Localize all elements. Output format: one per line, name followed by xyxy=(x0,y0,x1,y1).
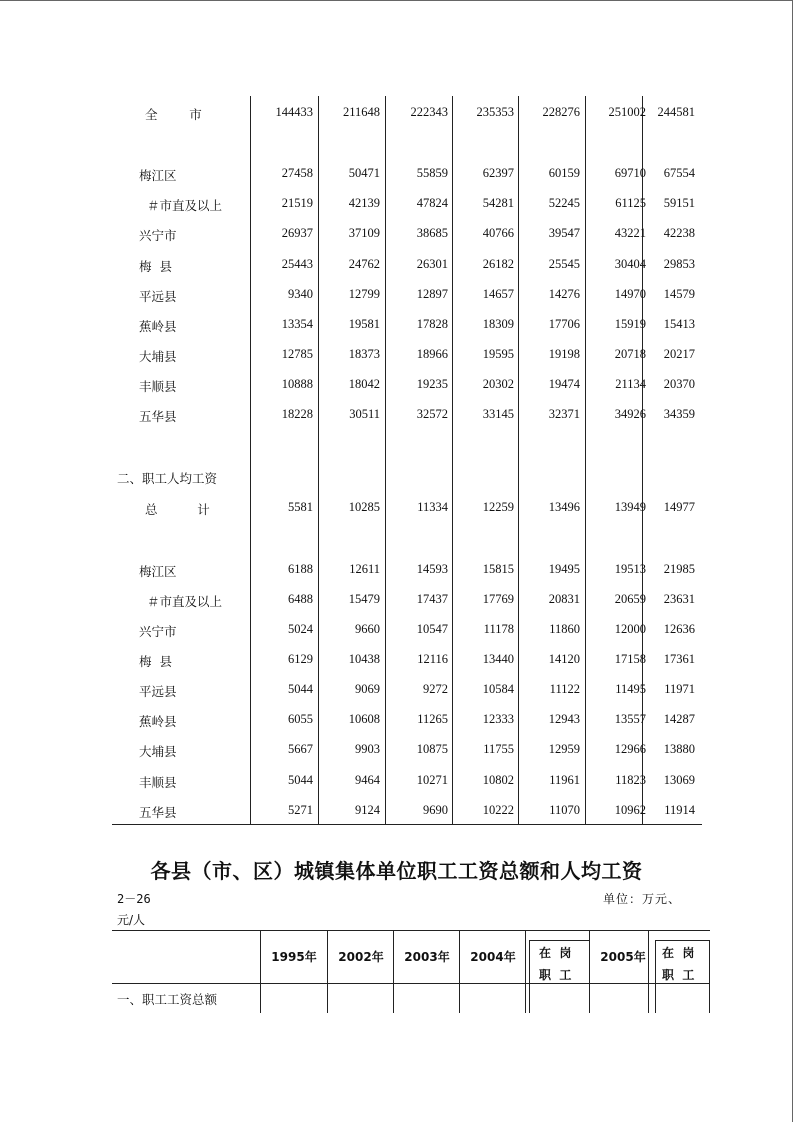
row-value: 12636 xyxy=(663,622,695,636)
row-value: 20370 xyxy=(663,377,695,391)
table-title: 各县（市、区）城镇集体单位职工工资总额和人均工资 xyxy=(150,859,643,883)
row-value: 29853 xyxy=(663,257,695,271)
row-value: 54281 xyxy=(482,196,514,210)
row-label: ＃市直及以上 xyxy=(147,594,223,609)
row-value: 67554 xyxy=(663,166,695,180)
row-label: 全 市 xyxy=(145,107,202,122)
table-row xyxy=(112,374,702,396)
row-value: 14120 xyxy=(548,652,580,666)
table-unit-continued: 元/人 xyxy=(117,913,146,927)
row-value: 9069 xyxy=(355,682,380,696)
row-value: 17769 xyxy=(482,592,514,606)
row-value: 12116 xyxy=(417,652,448,666)
row-value: 38685 xyxy=(416,226,448,240)
row-value: 222343 xyxy=(410,105,448,119)
row-value: 5044 xyxy=(288,773,313,787)
row-value: 12959 xyxy=(548,742,580,756)
row-value: 10888 xyxy=(281,377,313,391)
row-value: 9272 xyxy=(423,682,448,696)
row-value: 21519 xyxy=(281,196,313,210)
row-value: 12611 xyxy=(349,562,380,576)
row-value: 14287 xyxy=(663,712,695,726)
row-value: 40766 xyxy=(482,226,514,240)
table-code: 2－26 xyxy=(117,892,151,906)
header-on-post-staff: 在 岗 xyxy=(539,946,572,960)
row-value: 19581 xyxy=(348,317,380,331)
row-value: 9903 xyxy=(355,742,380,756)
row-value: 5271 xyxy=(288,803,313,817)
row-value: 19198 xyxy=(548,347,580,361)
row-value: 10962 xyxy=(614,803,646,817)
table-row xyxy=(112,102,702,124)
row-value: 19235 xyxy=(416,377,448,391)
row-value: 19495 xyxy=(548,562,580,576)
header-column-divider xyxy=(525,930,526,1013)
header-year: 2004年 xyxy=(470,950,516,964)
header-top-rule xyxy=(112,930,710,931)
row-value: 15413 xyxy=(663,317,695,331)
table-row xyxy=(112,497,702,519)
row-value: 14276 xyxy=(548,287,580,301)
row-value: 144433 xyxy=(275,105,313,119)
row-value: 15815 xyxy=(482,562,514,576)
row-value: 12785 xyxy=(281,347,313,361)
row-value: 50471 xyxy=(348,166,380,180)
row-value: 13496 xyxy=(548,500,580,514)
row-value: 5044 xyxy=(288,682,313,696)
row-value: 18309 xyxy=(482,317,514,331)
table-row xyxy=(112,619,702,641)
row-value: 52245 xyxy=(548,196,580,210)
row-value: 34926 xyxy=(614,407,646,421)
row-value: 11122 xyxy=(549,682,580,696)
row-value: 33145 xyxy=(482,407,514,421)
row-value: 14593 xyxy=(416,562,448,576)
row-value: 42238 xyxy=(663,226,695,240)
row-label: 兴宁市 xyxy=(139,228,177,243)
row-value: 11823 xyxy=(615,773,646,787)
row-value: 9464 xyxy=(355,773,380,787)
row-value: 21134 xyxy=(615,377,646,391)
row-value: 20831 xyxy=(548,592,580,606)
row-value: 18228 xyxy=(281,407,313,421)
table-row xyxy=(112,739,702,761)
row-value: 39547 xyxy=(548,226,580,240)
row-value: 18042 xyxy=(348,377,380,391)
row-value: 25443 xyxy=(281,257,313,271)
row-value: 13949 xyxy=(614,500,646,514)
table-row xyxy=(112,404,702,426)
row-value: 10875 xyxy=(416,742,448,756)
header-inner-divider xyxy=(529,940,530,1013)
row-label: ＃市直及以上 xyxy=(147,198,223,213)
section-total-wage-label: 一、职工工资总额 xyxy=(117,992,218,1007)
row-value: 5667 xyxy=(288,742,313,756)
header-year: 1995年 xyxy=(271,950,317,964)
row-value: 14970 xyxy=(614,287,646,301)
row-label: 大埔县 xyxy=(139,744,177,759)
row-value: 60159 xyxy=(548,166,580,180)
row-value: 20302 xyxy=(482,377,514,391)
row-value: 6488 xyxy=(288,592,313,606)
header-year: 2002年 xyxy=(338,950,384,964)
header-column-divider xyxy=(459,930,460,1013)
row-label: 大埔县 xyxy=(139,349,177,364)
row-value: 32572 xyxy=(416,407,448,421)
header-column-divider xyxy=(648,930,649,1013)
row-value: 13557 xyxy=(614,712,646,726)
row-value: 30404 xyxy=(614,257,646,271)
row-value: 211648 xyxy=(342,105,380,119)
row-value: 11914 xyxy=(664,803,695,817)
row-value: 19595 xyxy=(482,347,514,361)
row-value: 17158 xyxy=(614,652,646,666)
table-bottom-rule xyxy=(112,824,702,825)
row-value: 19474 xyxy=(548,377,580,391)
row-value: 10222 xyxy=(482,803,514,817)
row-label: 丰顺县 xyxy=(139,775,177,790)
header-column-divider xyxy=(589,930,590,1013)
row-label: 梅 县 xyxy=(139,654,172,669)
row-value: 5024 xyxy=(288,622,313,636)
row-label: 蕉岭县 xyxy=(139,714,177,729)
header-column-divider xyxy=(393,930,394,1013)
table-row xyxy=(112,314,702,336)
row-label: 平远县 xyxy=(139,684,177,699)
header-bottom-rule xyxy=(112,983,710,984)
row-value: 12943 xyxy=(548,712,580,726)
row-value: 15479 xyxy=(348,592,380,606)
row-value: 18966 xyxy=(416,347,448,361)
header-year: 2005年 xyxy=(600,950,646,964)
row-value: 32371 xyxy=(548,407,580,421)
row-label: 蕉岭县 xyxy=(139,319,177,334)
row-label: 二、职工人均工资 xyxy=(117,471,218,486)
row-value: 6055 xyxy=(288,712,313,726)
row-value: 26301 xyxy=(416,257,448,271)
header-column-divider xyxy=(260,930,261,1013)
table-row xyxy=(112,559,702,581)
row-value: 12259 xyxy=(482,500,514,514)
header-inner-rule xyxy=(529,940,589,941)
row-value: 10271 xyxy=(416,773,448,787)
row-value: 13069 xyxy=(663,773,695,787)
row-label: 梅 县 xyxy=(139,259,172,274)
row-value: 18373 xyxy=(348,347,380,361)
table-row xyxy=(112,223,702,245)
row-value: 20718 xyxy=(614,347,646,361)
row-value: 21985 xyxy=(663,562,695,576)
row-value: 244581 xyxy=(657,105,695,119)
table-row xyxy=(112,163,702,185)
table-unit: 单位：万元、 xyxy=(603,892,682,906)
table-row xyxy=(112,193,702,215)
row-value: 25545 xyxy=(548,257,580,271)
row-label: 平远县 xyxy=(139,289,177,304)
row-value: 9340 xyxy=(288,287,313,301)
header-on-post-staff: 职 工 xyxy=(539,968,572,982)
row-value: 43221 xyxy=(614,226,646,240)
table-row xyxy=(112,589,702,611)
row-value: 10802 xyxy=(482,773,514,787)
row-value: 11265 xyxy=(417,712,448,726)
row-label: 梅江区 xyxy=(139,168,177,183)
table-row xyxy=(112,800,702,822)
table-row xyxy=(112,254,702,276)
row-value: 11971 xyxy=(664,682,695,696)
row-value: 5581 xyxy=(288,500,313,514)
row-value: 10608 xyxy=(348,712,380,726)
row-value: 11334 xyxy=(417,500,448,514)
row-label: 梅江区 xyxy=(139,564,177,579)
row-value: 17828 xyxy=(416,317,448,331)
header-column-divider xyxy=(327,930,328,1013)
row-value: 12966 xyxy=(614,742,646,756)
table-row xyxy=(112,679,702,701)
row-value: 11495 xyxy=(615,682,646,696)
table-row xyxy=(112,709,702,731)
row-value: 11070 xyxy=(549,803,580,817)
row-value: 59151 xyxy=(663,196,695,210)
table-row xyxy=(112,770,702,792)
row-value: 69710 xyxy=(614,166,646,180)
table-row xyxy=(112,466,702,488)
row-value: 14657 xyxy=(482,287,514,301)
row-value: 24762 xyxy=(348,257,380,271)
row-value: 20659 xyxy=(614,592,646,606)
row-label: 五华县 xyxy=(139,805,177,820)
row-value: 12333 xyxy=(482,712,514,726)
row-value: 14977 xyxy=(663,500,695,514)
row-value: 62397 xyxy=(482,166,514,180)
row-label: 丰顺县 xyxy=(139,379,177,394)
row-value: 19513 xyxy=(614,562,646,576)
row-value: 11961 xyxy=(549,773,580,787)
row-value: 37109 xyxy=(348,226,380,240)
table-row xyxy=(112,284,702,306)
row-value: 23631 xyxy=(663,592,695,606)
row-value: 9660 xyxy=(355,622,380,636)
row-value: 17706 xyxy=(548,317,580,331)
row-value: 11178 xyxy=(483,622,514,636)
table-row xyxy=(112,649,702,671)
row-value: 55859 xyxy=(416,166,448,180)
table-row xyxy=(112,344,702,366)
row-value: 20217 xyxy=(663,347,695,361)
row-value: 27458 xyxy=(281,166,313,180)
row-value: 10547 xyxy=(416,622,448,636)
row-value: 9124 xyxy=(355,803,380,817)
row-value: 235353 xyxy=(476,105,514,119)
row-value: 251002 xyxy=(608,105,646,119)
row-value: 228276 xyxy=(542,105,580,119)
row-value: 14579 xyxy=(663,287,695,301)
row-value: 6188 xyxy=(288,562,313,576)
header-year: 2003年 xyxy=(404,950,450,964)
row-value: 17437 xyxy=(416,592,448,606)
row-value: 10285 xyxy=(348,500,380,514)
row-value: 11860 xyxy=(549,622,580,636)
row-value: 12799 xyxy=(348,287,380,301)
row-value: 30511 xyxy=(349,407,380,421)
row-value: 11755 xyxy=(483,742,514,756)
row-value: 15919 xyxy=(614,317,646,331)
row-value: 42139 xyxy=(348,196,380,210)
row-value: 47824 xyxy=(416,196,448,210)
row-label: 总 计 xyxy=(145,502,210,517)
header-inner-rule xyxy=(655,940,709,941)
row-value: 13354 xyxy=(281,317,313,331)
row-value: 10584 xyxy=(482,682,514,696)
page-top-border xyxy=(0,0,793,1)
row-value: 10438 xyxy=(348,652,380,666)
row-value: 61125 xyxy=(615,196,646,210)
row-value: 6129 xyxy=(288,652,313,666)
header-on-post-staff: 在 岗 xyxy=(662,946,695,960)
row-value: 13440 xyxy=(482,652,514,666)
header-on-post-staff: 职 工 xyxy=(662,968,695,982)
row-value: 13880 xyxy=(663,742,695,756)
row-value: 12000 xyxy=(614,622,646,636)
header-inner-divider xyxy=(709,940,710,1013)
row-value: 26937 xyxy=(281,226,313,240)
row-value: 26182 xyxy=(482,257,514,271)
row-value: 17361 xyxy=(663,652,695,666)
row-value: 9690 xyxy=(423,803,448,817)
row-label: 五华县 xyxy=(139,409,177,424)
row-label: 兴宁市 xyxy=(139,624,177,639)
row-value: 12897 xyxy=(416,287,448,301)
row-value: 34359 xyxy=(663,407,695,421)
